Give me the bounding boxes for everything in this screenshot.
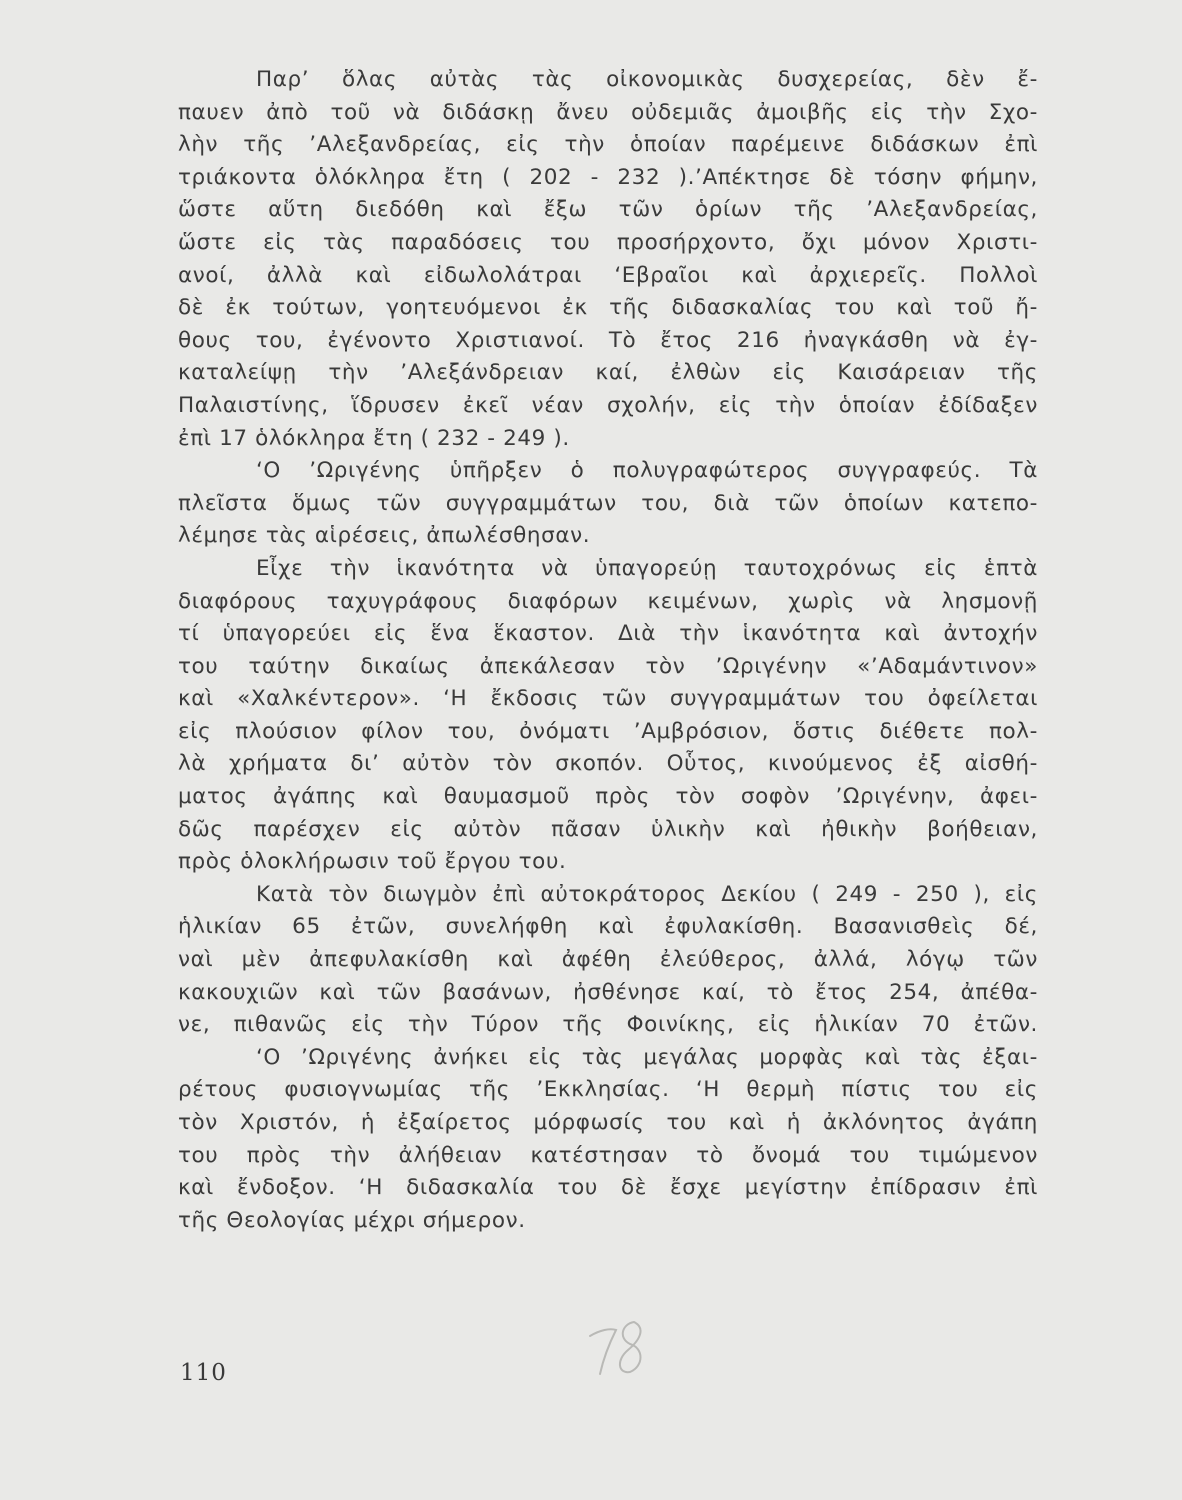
- text-line: ‘Ο ’Ωριγένης ὑπῆρξεν ὁ πολυγραφώτερος συγγραφεύς. Τὰ: [256, 458, 1038, 484]
- text-line: πλεῖστα ὅμως τῶν συγγραμμάτων του, διὰ τῶν ὁποίων κατεπο-: [178, 490, 1038, 516]
- paragraph-1: [178, 64, 1038, 455]
- text-line: νε, πιθανῶς εἰς τὴν Τύρον τῆς Φοινίκης, εἰς ἡλικίαν 70 ἐτῶν.: [178, 1012, 1038, 1038]
- text-line: λέμησε τὰς αἱρέσεις, ἀπωλέσθησαν.: [178, 523, 591, 549]
- text-line: παυεν ἀπὸ τοῦ νὰ διδάσκῃ ἄνευ οὐδεμιᾶς ἀμοιβῆς εἰς τὴν Σχο-: [178, 99, 1038, 125]
- text-line: τῆς Θεολογίας μέχρι σήμερον.: [178, 1207, 526, 1233]
- paragraph-5: [178, 1042, 1038, 1238]
- text-line: θους του, ἐγένοντο Χριστιανοί. Τὸ ἔτος 216 ἠναγκάσθη νὰ ἐγ-: [178, 327, 1038, 353]
- text-line: λὴν τῆς ’Αλεξανδρείας, εἰς τὴν ὁποίαν παρέμεινε διδάσκων ἐπὶ: [178, 132, 1038, 158]
- text-line: τριάκοντα ὁλόκληρα ἔτη ( 202 - 232 ).’Απέκτησε δὲ τόσην φήμην,: [178, 164, 1038, 190]
- text-line: λὰ χρήματα δι’ αὐτὸν τὸν σκοπόν. Οὗτος, κινούμενος ἐξ αἰσθή-: [178, 751, 1038, 777]
- body-text: [178, 64, 1038, 1237]
- text-line: δὲ ἐκ τούτων, γοητευόμενοι ἐκ τῆς διδασκαλίας του καὶ τοῦ ἤ-: [178, 295, 1038, 321]
- text-line: καὶ ἔνδοξον. ‘Η διδασκαλία του δὲ ἔσχε μεγίστην ἐπίδρασιν ἐπὶ: [178, 1175, 1038, 1201]
- text-line: ανοί, ἀλλὰ καὶ εἰδωλολάτραι ‘Εβραῖοι καὶ ἀρχιερεῖς. Πολλοὶ: [178, 262, 1038, 288]
- handwritten-annotation: [582, 1308, 662, 1388]
- text-line: καταλείψῃ τὴν ’Αλεξάνδρειαν καί, ἐλθὼν εἰς Καισάρειαν τῆς: [178, 360, 1038, 386]
- text-line: ὥστε αὕτη διεδόθη καὶ ἔξω τῶν ὁρίων τῆς ’Αλεξανδρείας,: [178, 197, 1038, 223]
- page-number: 110: [180, 1360, 227, 1386]
- paragraph-4: [178, 879, 1038, 1042]
- text-line: ρέτους φυσιογνωμίας τῆς ’Εκκλησίας. ‘Η θερμὴ πίστις του εἰς: [178, 1077, 1038, 1103]
- text-line: τί ὑπαγορεύει εἰς ἕνα ἕκαστον. Διὰ τὴν ἱκανότητα καὶ ἀντοχήν: [178, 621, 1038, 647]
- text-line: διαφόρους ταχυγράφους διαφόρων κειμένων, χωρὶς νὰ λησμονῇ: [178, 588, 1038, 614]
- text-line: του ταύτην δικαίως ἀπεκάλεσαν τὸν ’Ωριγένην «’Αδαμάντινον»: [178, 653, 1038, 679]
- text-line: ‘Ο ’Ωριγένης ἀνήκει εἰς τὰς μεγάλας μορφὰς καὶ τὰς ἐξαι-: [256, 1044, 1038, 1070]
- text-line: Εἶχε τὴν ἱκανότητα νὰ ὑπαγορεύῃ ταυτοχρόνως εἰς ἑπτὰ: [256, 555, 1038, 581]
- text-line: τὸν Χριστόν, ἡ ἐξαίρετος μόρφωσίς του καὶ ἡ ἀκλόνητος ἀγάπη: [178, 1110, 1038, 1135]
- text-line: του πρὸς τὴν ἀλήθειαν κατέστησαν τὸ ὄνομά του τιμώμενον: [178, 1142, 1038, 1168]
- text-line: κακουχιῶν καὶ τῶν βασάνων, ἠσθένησε καί, τὸ ἔτος 254, ἀπέθα-: [178, 979, 1038, 1005]
- text-line: πρὸς ὁλοκλήρωσιν τοῦ ἔργου του.: [178, 849, 567, 875]
- text-line: ἐπὶ 17 ὁλόκληρα ἔτη ( 232 - 249 ).: [178, 425, 570, 451]
- text-line: ὥστε εἰς τὰς παραδόσεις του προσήρχοντο, ὄχι μόνον Χριστι-: [178, 229, 1038, 255]
- text-line: Παλαιστίνης, ἵδρυσεν ἐκεῖ νέαν σχολήν, εἰς τὴν ὁποίαν ἐδίδαξεν: [178, 392, 1038, 418]
- paragraph-3: [178, 553, 1038, 879]
- text-line: Παρ’ ὅλας αὐτὰς τὰς οἰκονομικὰς δυσχερείας, δὲν ἔ-: [256, 67, 1038, 92]
- text-line: ἡλικίαν 65 ἐτῶν, συνελήφθη καὶ ἐφυλακίσθη. Βασανισθεὶς δέ,: [178, 914, 1038, 940]
- text-line: εἰς πλούσιον φίλον του, ὀνόματι ’Αμβρόσιον, ὅστις διέθετε πολ-: [178, 718, 1038, 744]
- text-line: καὶ «Χαλκέντερον». ‘Η ἔκδοσις τῶν συγγραμμάτων του ὀφείλεται: [178, 686, 1038, 712]
- text-line: δῶς παρέσχεν εἰς αὐτὸν πᾶσαν ὑλικὴν καὶ ἠθικὴν βοήθειαν,: [178, 816, 1038, 842]
- text-line: ναὶ μὲν ἀπεφυλακίσθη καὶ ἀφέθη ἐλεύθερος, ἀλλά, λόγῳ τῶν: [178, 947, 1038, 973]
- text-line: ματος ἀγάπης καὶ θαυμασμοῦ πρὸς τὸν σοφὸν ’Ωριγένην, ἀφει-: [178, 784, 1038, 810]
- paragraph-2: [178, 455, 1038, 553]
- text-line: Κατὰ τὸν διωγμὸν ἐπὶ αὐτοκράτορος Δεκίου ( 249 - 250 ), εἰς: [256, 881, 1038, 907]
